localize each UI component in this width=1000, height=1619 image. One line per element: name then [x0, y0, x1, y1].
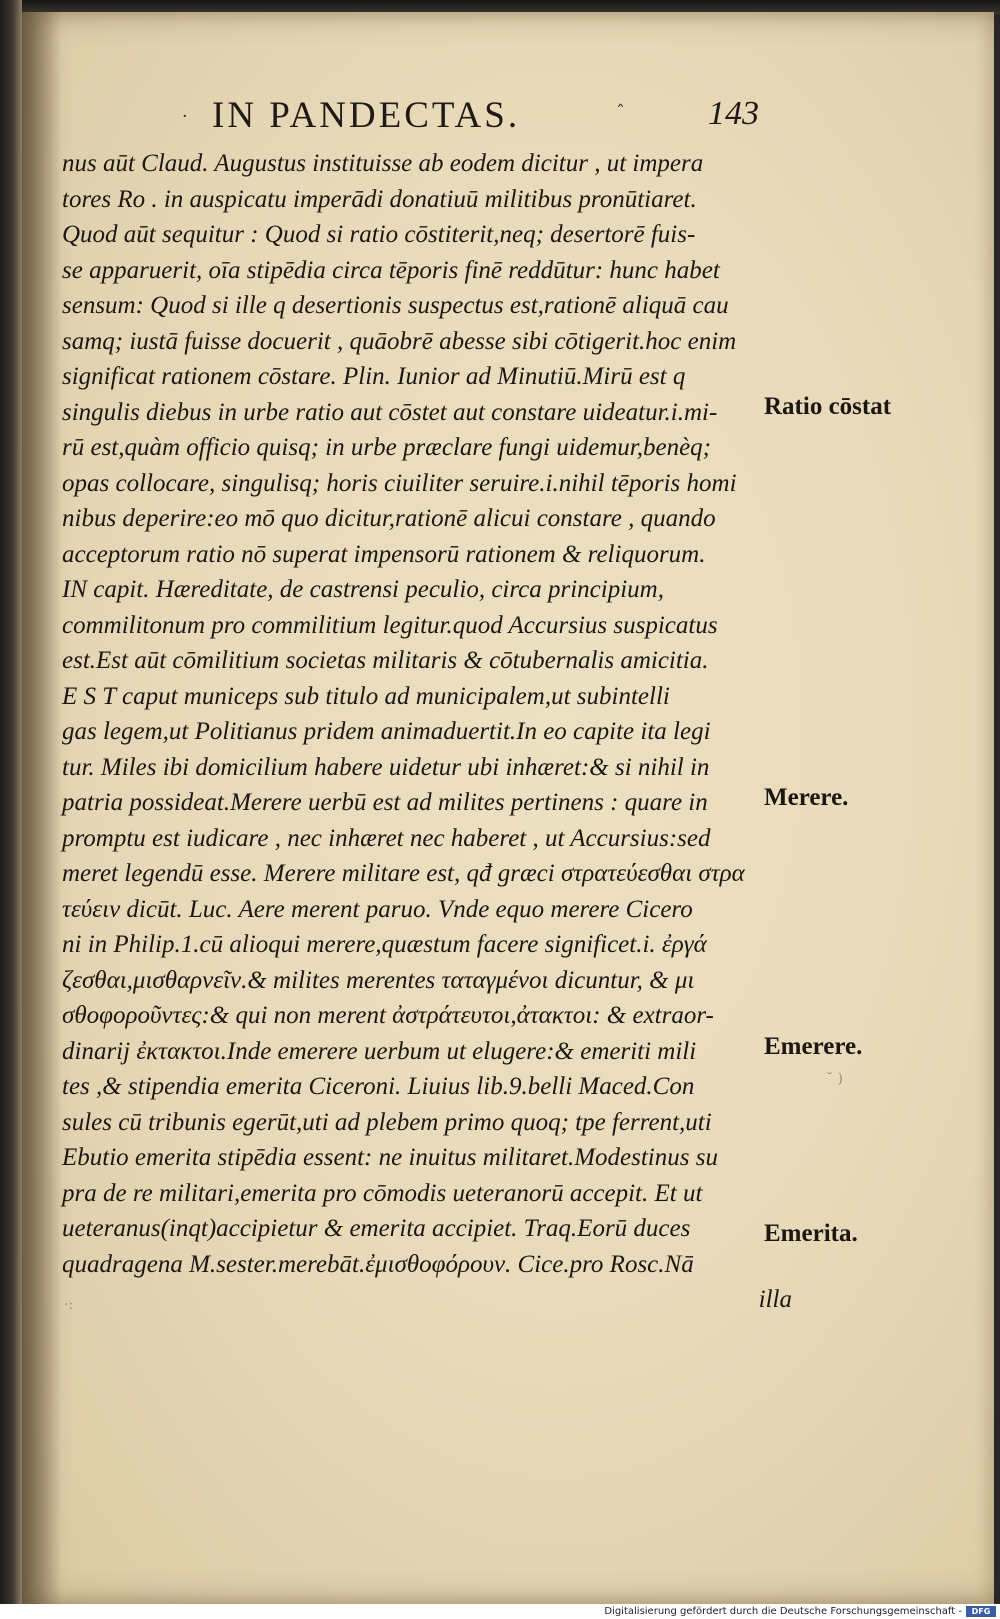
text-line: Ebutio emerita stipēdia essent: ne inuitus militaret.Modestinus su [62, 1144, 718, 1171]
text-line: ni in Philip.1.cū alioqui merere,quæstum facere significet.i. ἐργά [62, 931, 707, 958]
running-head [22, 82, 994, 142]
text-line: opas collocare, singulisq; horis ciuiliter seruire.i.nihil tēporis homi [62, 469, 737, 497]
text-line: pra de re militari,emerita pro cōmodis ueteranorū accepit. Et ut [62, 1179, 703, 1207]
text-line: samq; iustā fuisse docuerit , quāobrē abesse sibi cōtigerit.hoc enim [62, 327, 737, 355]
book-page [22, 12, 994, 1604]
text-line: σθοφοροῦντες:& qui non merent ἀστράτευτοι,ἀτακτοι: & extraor- [62, 1002, 714, 1029]
margin-note-merere: Merere. [764, 784, 849, 811]
text-line: meret legendū esse. Merere militare est, qđ græci στρατεύεσθαι στρα [62, 860, 745, 887]
text-line: quadragena M.sester.merebāt.ἐμισθοφόρουν. Cice.pro Rosc.Nā [62, 1250, 694, 1278]
text-line: gas legem,ut Politianus pridem animaduertit.In eo capite ita legi [62, 718, 711, 745]
text-line: sensum: Quod si ille q desertionis suspectus est,rationē aliquā cau [62, 292, 729, 319]
page-number: 143 [708, 95, 759, 132]
scan-left-edge [0, 0, 22, 1619]
text-line: commilitonum pro commilitium legitur.quod Accursius suspicatus [62, 611, 718, 639]
text-line: E S T caput municeps sub titulo ad municipalem,ut subintelli [62, 682, 670, 710]
ornament-mark-icon: ˆ [616, 102, 625, 123]
paper-stain-icon: ˘ ) [826, 1071, 843, 1087]
margin-note-ratio-constat: Ratio cōstat [764, 393, 892, 420]
gutter-shadow [22, 12, 62, 1604]
text-line: tores Ro . in auspicatu imperādi donatiuū militibus pronūtiaret. [62, 185, 697, 213]
text-line: tes ,& stipendia emerita Ciceroni. Liuius lib.9.belli Maced.Con [62, 1073, 695, 1100]
text-line: rū est,quàm officio quisq; in urbe præclare fungi uidemur,benèq; [62, 434, 712, 461]
text-line: est.Est aūt cōmilitium societas militaris & cōtubernalis amicitia. [62, 647, 709, 674]
text-line: nus aūt Claud. Augustus instituisse ab eodem dicitur , ut impera [62, 150, 704, 177]
text-line: τεύειν dicūt. Luc. Aere merent paruo. Vnde equo merere Cicero [62, 895, 693, 923]
dfg-logo: DFG [966, 1606, 996, 1617]
text-line: promptu est iudicare , nec inhæret nec haberet , ut Accursius:sed [62, 824, 711, 852]
text-line: Quod aūt sequitur : Quod si ratio cōstiterit,neq; desertorē fuis- [62, 221, 696, 248]
margin-note-emerere: Emerere. [764, 1033, 863, 1060]
text-line: patria possideat.Merere uerbū est ad milites pertinens : quare in [62, 789, 708, 816]
text-line: se apparuerit, oīa stipēdia circa tēporis finē reddūtur: hunc habet [62, 256, 720, 284]
text-line: ueteranus(inqt)accipietur & emerita accipiet. Traq.Eorū duces [62, 1215, 691, 1242]
text-line: singulis diebus in urbe ratio aut cōstet aut constare uideatur.i.mi- [62, 398, 718, 426]
paper-smudge: ·: [64, 1297, 74, 1313]
text-line: ζεσθαι,μισθαρνεῖν.& milites merentes ταταγμένοι dicuntur, & μι [62, 966, 695, 994]
text-line: IN capit. Hæreditate, de castrensi peculio, circa principium, [62, 576, 664, 603]
text-line: sules cū tribunis egerūt,uti ad plebem primo quoq; tpe ferrent,uti [62, 1108, 712, 1136]
text-line: dinarij ἐκτακτοι.Inde emerere uerbum ut elugere:& emeriti mili [62, 1037, 697, 1065]
footer-bar [0, 1604, 1000, 1619]
main-text-block [62, 146, 792, 1318]
text-line: tur. Miles ibi domicilium habere uidetur ubi inhæret:& si nihil in [62, 753, 710, 781]
footer-credit: Digitalisierung gefördert durch die Deutsche Forschungsgemeinschaft - [604, 1606, 962, 1617]
text-line: illa [758, 1286, 792, 1313]
text-line: nibus deperire:eo mō quo dicitur,rationē alicui constare , quando [62, 505, 716, 532]
margin-note-emerita: Emerita. [764, 1220, 858, 1247]
text-line: acceptorum ratio nō superat impensorū rationem & reliquorum. [62, 540, 706, 568]
running-title: IN PANDECTAS. [212, 95, 521, 136]
text-line: significat rationem cōstare. Plin. Iunior ad Minutiū.Mirū est q [62, 363, 686, 390]
ornament-dot-icon: · [182, 106, 188, 127]
